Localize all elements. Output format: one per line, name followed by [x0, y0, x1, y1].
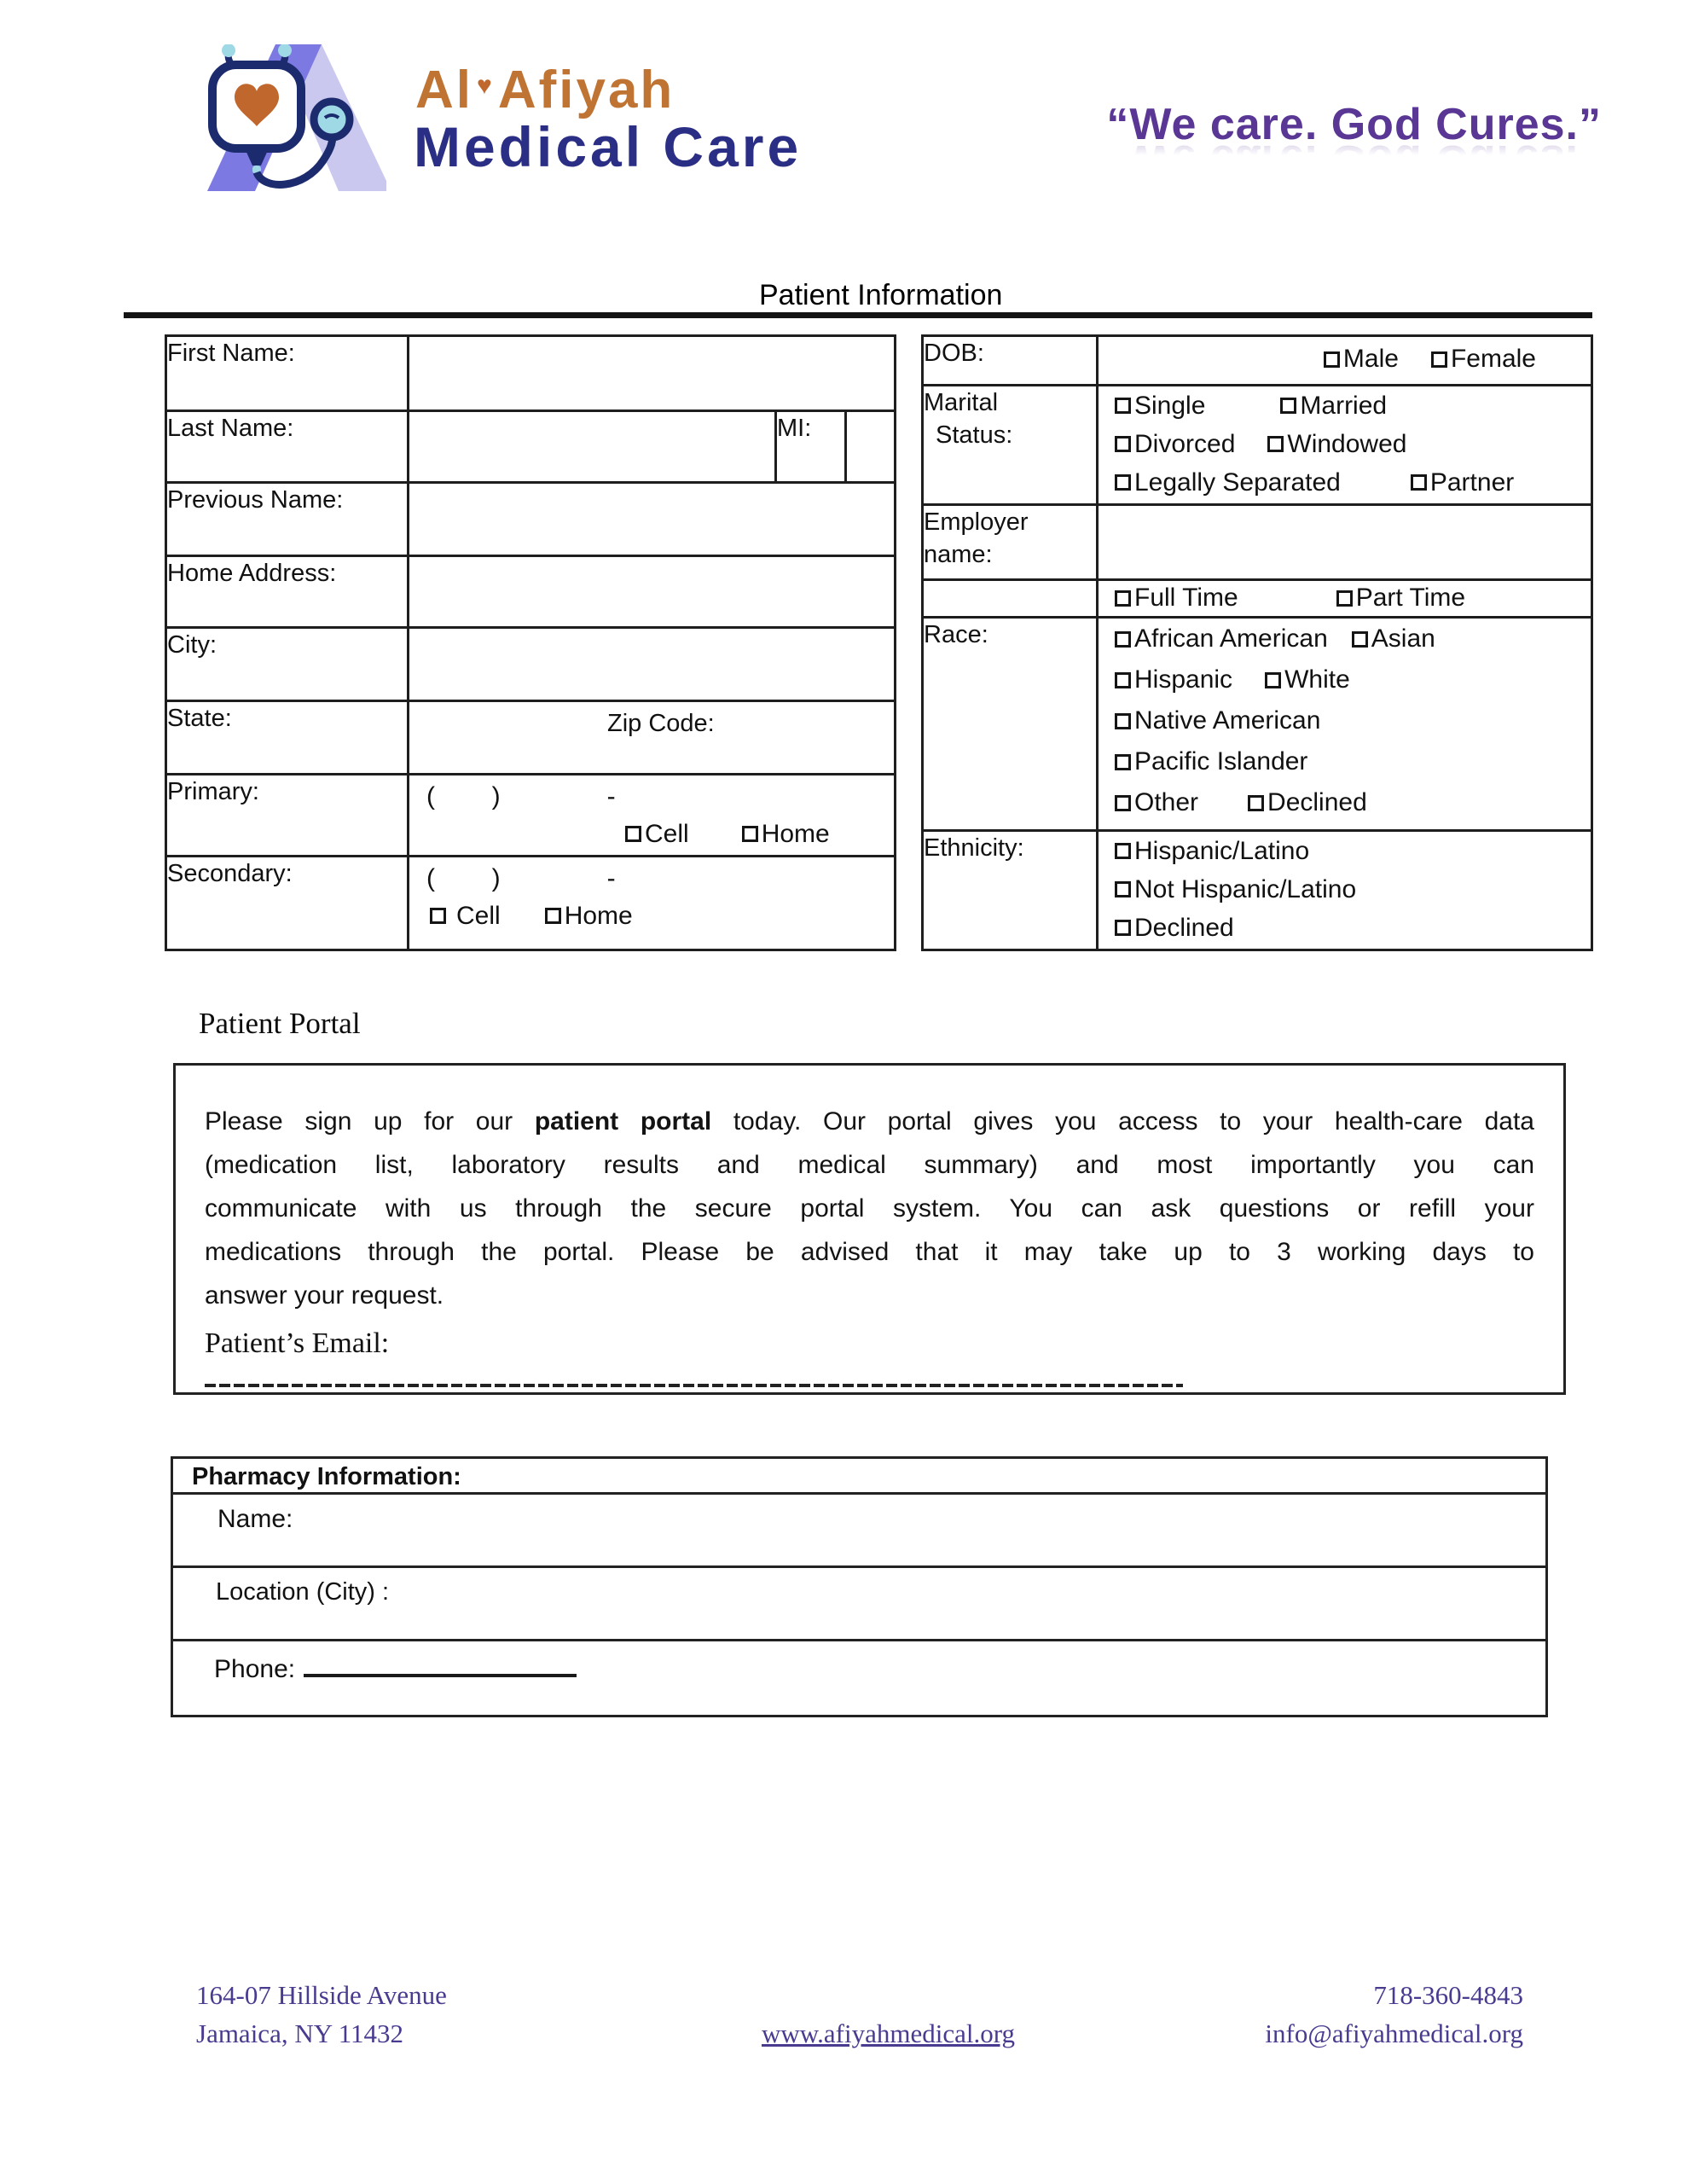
hispanic-option [1115, 665, 1232, 694]
secondary-home-option [545, 902, 633, 931]
hispanic-latino-checkbox[interactable] [1115, 843, 1131, 859]
employer-label-line1: Employer [924, 508, 1029, 536]
marital-status-label [923, 386, 1098, 505]
race-label-text: Race: [924, 621, 988, 648]
employer-name-input[interactable] [1098, 505, 1592, 580]
female-option [1431, 345, 1536, 374]
mi-label [776, 411, 846, 483]
brand-name [415, 60, 675, 120]
city-label-text: City: [167, 631, 217, 659]
employment-type-label-cell [923, 580, 1098, 618]
portal-line1-post: today. Our portal gives you access to your health-care data [711, 1107, 1534, 1136]
patient-info-table [165, 334, 896, 951]
state-label-text: State: [167, 705, 232, 732]
city-input[interactable] [409, 628, 896, 701]
african-american-label: African American [1134, 624, 1328, 653]
ethnicity-declined-checkbox[interactable] [1115, 920, 1131, 936]
marital-label-line2: Status: [936, 421, 1013, 449]
footer-phone: 718-360-4843 [1373, 1980, 1523, 2010]
ethnicity-declined-option [1115, 914, 1234, 943]
race-label [923, 618, 1098, 831]
marital-label-line1: Marital [924, 389, 999, 416]
portal-line1-bold: patient portal [534, 1107, 712, 1136]
male-checkbox[interactable] [1324, 351, 1340, 368]
african-american-option [1115, 624, 1328, 653]
hispanic-label: Hispanic [1134, 665, 1233, 694]
female-label: Female [1450, 345, 1536, 373]
last-name-label-text: Last Name: [167, 415, 294, 442]
previous-name-input[interactable] [409, 483, 896, 556]
white-checkbox[interactable] [1265, 672, 1281, 688]
footer-email: info@afiyahmedical.org [1265, 2018, 1523, 2048]
zip-code-label: Zip Code: [607, 710, 715, 737]
secondary-cell-checkbox[interactable] [430, 908, 446, 924]
pharmacy-name-label: Name: [217, 1505, 293, 1533]
pacific-islander-checkbox[interactable] [1115, 754, 1131, 770]
portal-line1-pre: Please sign up for our [205, 1107, 535, 1136]
pharmacy-info-box [171, 1456, 1548, 1717]
married-option [1280, 392, 1387, 421]
native-american-label: Native American [1134, 706, 1321, 735]
employer-name-label [923, 505, 1098, 580]
not-hispanic-latino-option [1115, 875, 1356, 904]
native-american-checkbox[interactable] [1115, 713, 1131, 729]
divorced-checkbox[interactable] [1115, 436, 1131, 452]
race-declined-option [1248, 788, 1367, 817]
footer-website-link[interactable]: www.afiyahmedical.org [762, 2018, 1015, 2048]
divorced-option [1115, 430, 1235, 459]
primary-phone-label [166, 775, 409, 857]
employment-type-options [1098, 580, 1592, 618]
previous-name-label [166, 483, 409, 556]
race-other-label: Other [1134, 788, 1199, 816]
primary-cell-checkbox[interactable] [625, 826, 641, 842]
windowed-option [1267, 430, 1406, 459]
first-name-input[interactable] [409, 336, 896, 411]
pharmacy-name-row[interactable] [173, 1495, 1545, 1568]
patient-email-label: Patient’s Email: [205, 1327, 390, 1359]
secondary-home-checkbox[interactable] [545, 908, 561, 924]
last-name-label [166, 411, 409, 483]
full-time-option [1115, 584, 1238, 613]
pharmacy-heading: Pharmacy Information: [173, 1459, 1545, 1495]
not-hispanic-latino-label: Not Hispanic/Latino [1134, 874, 1357, 903]
pharmacy-location-row[interactable] [173, 1568, 1545, 1641]
employer-label-line2: name: [924, 541, 993, 568]
page-title: Patient Information [759, 279, 1003, 311]
pharmacy-phone-row [173, 1641, 1545, 1715]
portal-info-box [173, 1063, 1566, 1395]
pacific-islander-label: Pacific Islander [1134, 747, 1308, 775]
full-time-checkbox[interactable] [1115, 590, 1131, 607]
secondary-home-label: Home [564, 901, 633, 930]
home-address-input[interactable] [409, 556, 896, 628]
brand-name-part2: Afiyah [497, 61, 675, 119]
male-option [1324, 345, 1399, 374]
ethnicity-declined-label: Declined [1134, 913, 1234, 942]
married-label: Married [1300, 391, 1388, 420]
footer-address-line1: 164-07 Hillside Avenue [196, 1980, 447, 2010]
primary-home-checkbox[interactable] [742, 826, 758, 842]
legally-separated-option [1115, 468, 1341, 497]
legally-separated-label: Legally Separated [1134, 468, 1341, 497]
white-label: White [1284, 665, 1350, 694]
race-other-option [1115, 788, 1198, 817]
dob-label [923, 336, 1098, 386]
state-zip-input-area[interactable] [409, 701, 896, 775]
city-label [166, 628, 409, 701]
primary-phone-input-area[interactable] [409, 775, 896, 857]
single-option [1115, 392, 1205, 421]
hispanic-latino-option [1115, 837, 1309, 866]
partner-label: Partner [1429, 468, 1515, 497]
partner-option [1411, 468, 1514, 497]
windowed-label: Windowed [1287, 429, 1407, 458]
first-name-label-text: First Name: [167, 340, 295, 367]
mi-label-text: MI: [777, 415, 812, 442]
secondary-phone-label-text: Secondary: [167, 860, 293, 887]
primary-cell-label: Cell [645, 819, 689, 848]
primary-home-option [742, 820, 830, 849]
primary-home-label: Home [761, 819, 830, 848]
clinic-logo-icon [202, 44, 386, 191]
primary-phone-format: ( ) - [426, 782, 616, 810]
primary-phone-label-text: Primary: [167, 778, 259, 805]
secondary-cell-option [430, 902, 501, 931]
marital-status-options [1098, 386, 1592, 505]
single-label: Single [1134, 391, 1206, 420]
pacific-islander-option [1115, 747, 1307, 776]
female-checkbox[interactable] [1431, 351, 1447, 368]
windowed-checkbox[interactable] [1267, 436, 1284, 452]
native-american-option [1115, 706, 1320, 735]
race-declined-checkbox[interactable] [1248, 795, 1264, 811]
legally-separated-checkbox[interactable] [1115, 474, 1131, 491]
partner-checkbox[interactable] [1411, 474, 1427, 491]
pharmacy-phone-input[interactable] [304, 1652, 577, 1677]
primary-cell-option [625, 820, 689, 849]
secondary-phone-format: ( ) - [426, 864, 616, 892]
previous-name-label-text: Previous Name: [167, 486, 344, 514]
state-label [166, 701, 409, 775]
hispanic-checkbox[interactable] [1115, 672, 1131, 688]
hispanic-latino-label: Hispanic/Latino [1134, 836, 1310, 865]
tagline: “We care. God Cures.” [1106, 100, 1602, 149]
dob-label-text: DOB: [924, 340, 984, 367]
secondary-phone-input-area[interactable] [409, 857, 896, 950]
ethnicity-label-text: Ethnicity: [924, 834, 1024, 862]
portal-section-heading: Patient Portal [199, 1007, 361, 1040]
asian-checkbox[interactable] [1352, 631, 1368, 648]
mi-input[interactable] [846, 411, 896, 483]
portal-text-line5: answer your request. [205, 1281, 444, 1310]
dob-input-area[interactable] [1098, 336, 1592, 386]
heart-icon: ♥ [477, 72, 495, 100]
portal-text-line4: medications through the portal. Please be advised that it may take up to 3 working days to [205, 1238, 1534, 1266]
last-name-input[interactable] [409, 411, 776, 483]
footer-address-line2: Jamaica, NY 11432 [196, 2018, 404, 2048]
first-name-label [166, 336, 409, 411]
footer-website [762, 2014, 1015, 2053]
pharmacy-phone-label: Phone: [214, 1655, 296, 1683]
married-checkbox[interactable] [1280, 398, 1296, 414]
male-label: Male [1342, 345, 1399, 373]
home-address-label-text: Home Address: [167, 560, 337, 587]
part-time-label: Part Time [1355, 584, 1466, 612]
race-other-checkbox[interactable] [1115, 795, 1131, 811]
portal-text-line3: communicate with us through the secure portal system. You can ask questions or refill your [205, 1194, 1534, 1223]
brand-subtitle: Medical Care [414, 115, 803, 178]
white-option [1265, 665, 1350, 694]
part-time-checkbox[interactable] [1336, 590, 1353, 607]
portal-text-line2: (medication list, laboratory results and medical summary) and most importantly you can [205, 1151, 1534, 1179]
demographics-table [921, 334, 1593, 951]
asian-option [1352, 624, 1435, 653]
footer-address [196, 1976, 447, 2053]
ethnicity-options [1098, 831, 1592, 950]
african-american-checkbox[interactable] [1115, 631, 1131, 648]
ethnicity-label [923, 831, 1098, 950]
patient-email-input[interactable] [205, 1384, 1183, 1387]
brand-name-part1: Al [415, 61, 473, 119]
secondary-cell-label: Cell [456, 901, 501, 930]
part-time-option [1336, 584, 1465, 613]
home-address-label [166, 556, 409, 628]
footer-contact [1265, 1976, 1523, 2053]
secondary-phone-label [166, 857, 409, 950]
asian-label: Asian [1371, 624, 1435, 653]
divorced-label: Divorced [1134, 429, 1236, 458]
race-options [1098, 618, 1592, 831]
full-time-label: Full Time [1134, 584, 1238, 612]
not-hispanic-latino-checkbox[interactable] [1115, 881, 1131, 897]
pharmacy-location-label: Location (City) : [216, 1578, 390, 1606]
race-declined-label: Declined [1267, 788, 1367, 816]
single-checkbox[interactable] [1115, 398, 1131, 414]
title-rule [124, 312, 1592, 318]
portal-text-line1 [205, 1100, 1534, 1143]
